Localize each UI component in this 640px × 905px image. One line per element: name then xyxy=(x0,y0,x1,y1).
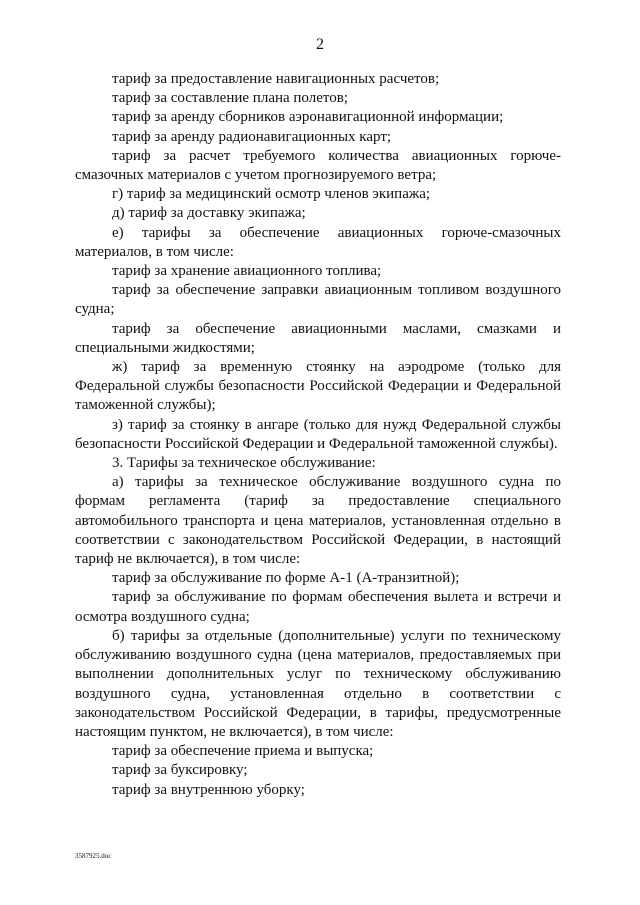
paragraph: е) тарифы за обеспечение авиационных горюче-смазочных материалов, в том числе: xyxy=(75,224,561,260)
paragraph: тариф за предоставление навигационных расчетов; xyxy=(112,71,440,87)
paragraph: тариф за обеспечение авиационными маслами, смазками и специальными жидкостями; xyxy=(75,320,561,356)
paragraph: тариф за хранение авиационного топлива; xyxy=(112,263,382,280)
paragraph: тариф за составление плана полетов; xyxy=(112,90,348,107)
paragraph: тариф за обеспечение приема и выпуска; xyxy=(112,743,374,760)
paragraph: тариф за обслуживание по формам обеспечения вылета и встречи и осмотра воздушного судна; xyxy=(75,589,561,625)
paragraph: д) тариф за доставку экипажа; xyxy=(112,205,306,222)
footer-filename: 3587925.doc xyxy=(75,852,112,860)
paragraph: тариф за буксировку; xyxy=(112,762,248,779)
paragraph: тариф за аренду сборников аэронавигационной информации; xyxy=(112,109,504,126)
paragraph: 3. Тарифы за техническое обслуживание: xyxy=(112,455,376,472)
paragraph: тариф за аренду радионавигационных карт; xyxy=(112,128,392,145)
paragraph: а) тарифы за техническое обслуживание воздушного судна по формам регламента (тариф за предоставление специального автомобильного транспорта и цена материалов, установленная отдельно в соответствии с законодательством Российской Федерации, в настоящий тариф не включается), в том числе: xyxy=(75,474,561,568)
page-number: 2 xyxy=(316,36,324,53)
paragraph: б) тарифы за отдельные (дополнительные) услуги по техническому обслуживанию воздушного судна (цена материалов, предоставляемых при выполнении дополнительных услуг по техническому обслуживанию воздушного судна, установленная отдельно в соответствии с законодательством Российской Федерации, в тарифы, предусмотренные настоящим пунктом, не включается), в том числе: xyxy=(75,627,561,740)
paragraph: тариф за расчет требуемого количества авиационных горюче-смазочных материалов с учетом прогнозируемого ветра; xyxy=(75,147,561,184)
paragraph: тариф за обслуживание по форме А-1 (А-транзитной); xyxy=(112,570,460,587)
document-body xyxy=(75,70,561,800)
paragraph: тариф за внутреннюю уборку; xyxy=(112,781,305,798)
paragraph: ж) тариф за временную стоянку на аэродроме (только для Федеральной службы безопасности Российской Федерации и Федеральной таможенной службы); xyxy=(75,359,561,414)
paragraph: тариф за обеспечение заправки авиационным топливом воздушного судна; xyxy=(75,282,561,318)
paragraph: г) тариф за медицинский осмотр членов экипажа; xyxy=(112,186,431,203)
paragraph: з) тариф за стоянку в ангаре (только для нужд Федеральной службы безопасности Российской Федерации и Федеральной таможенной службы). xyxy=(75,416,561,452)
